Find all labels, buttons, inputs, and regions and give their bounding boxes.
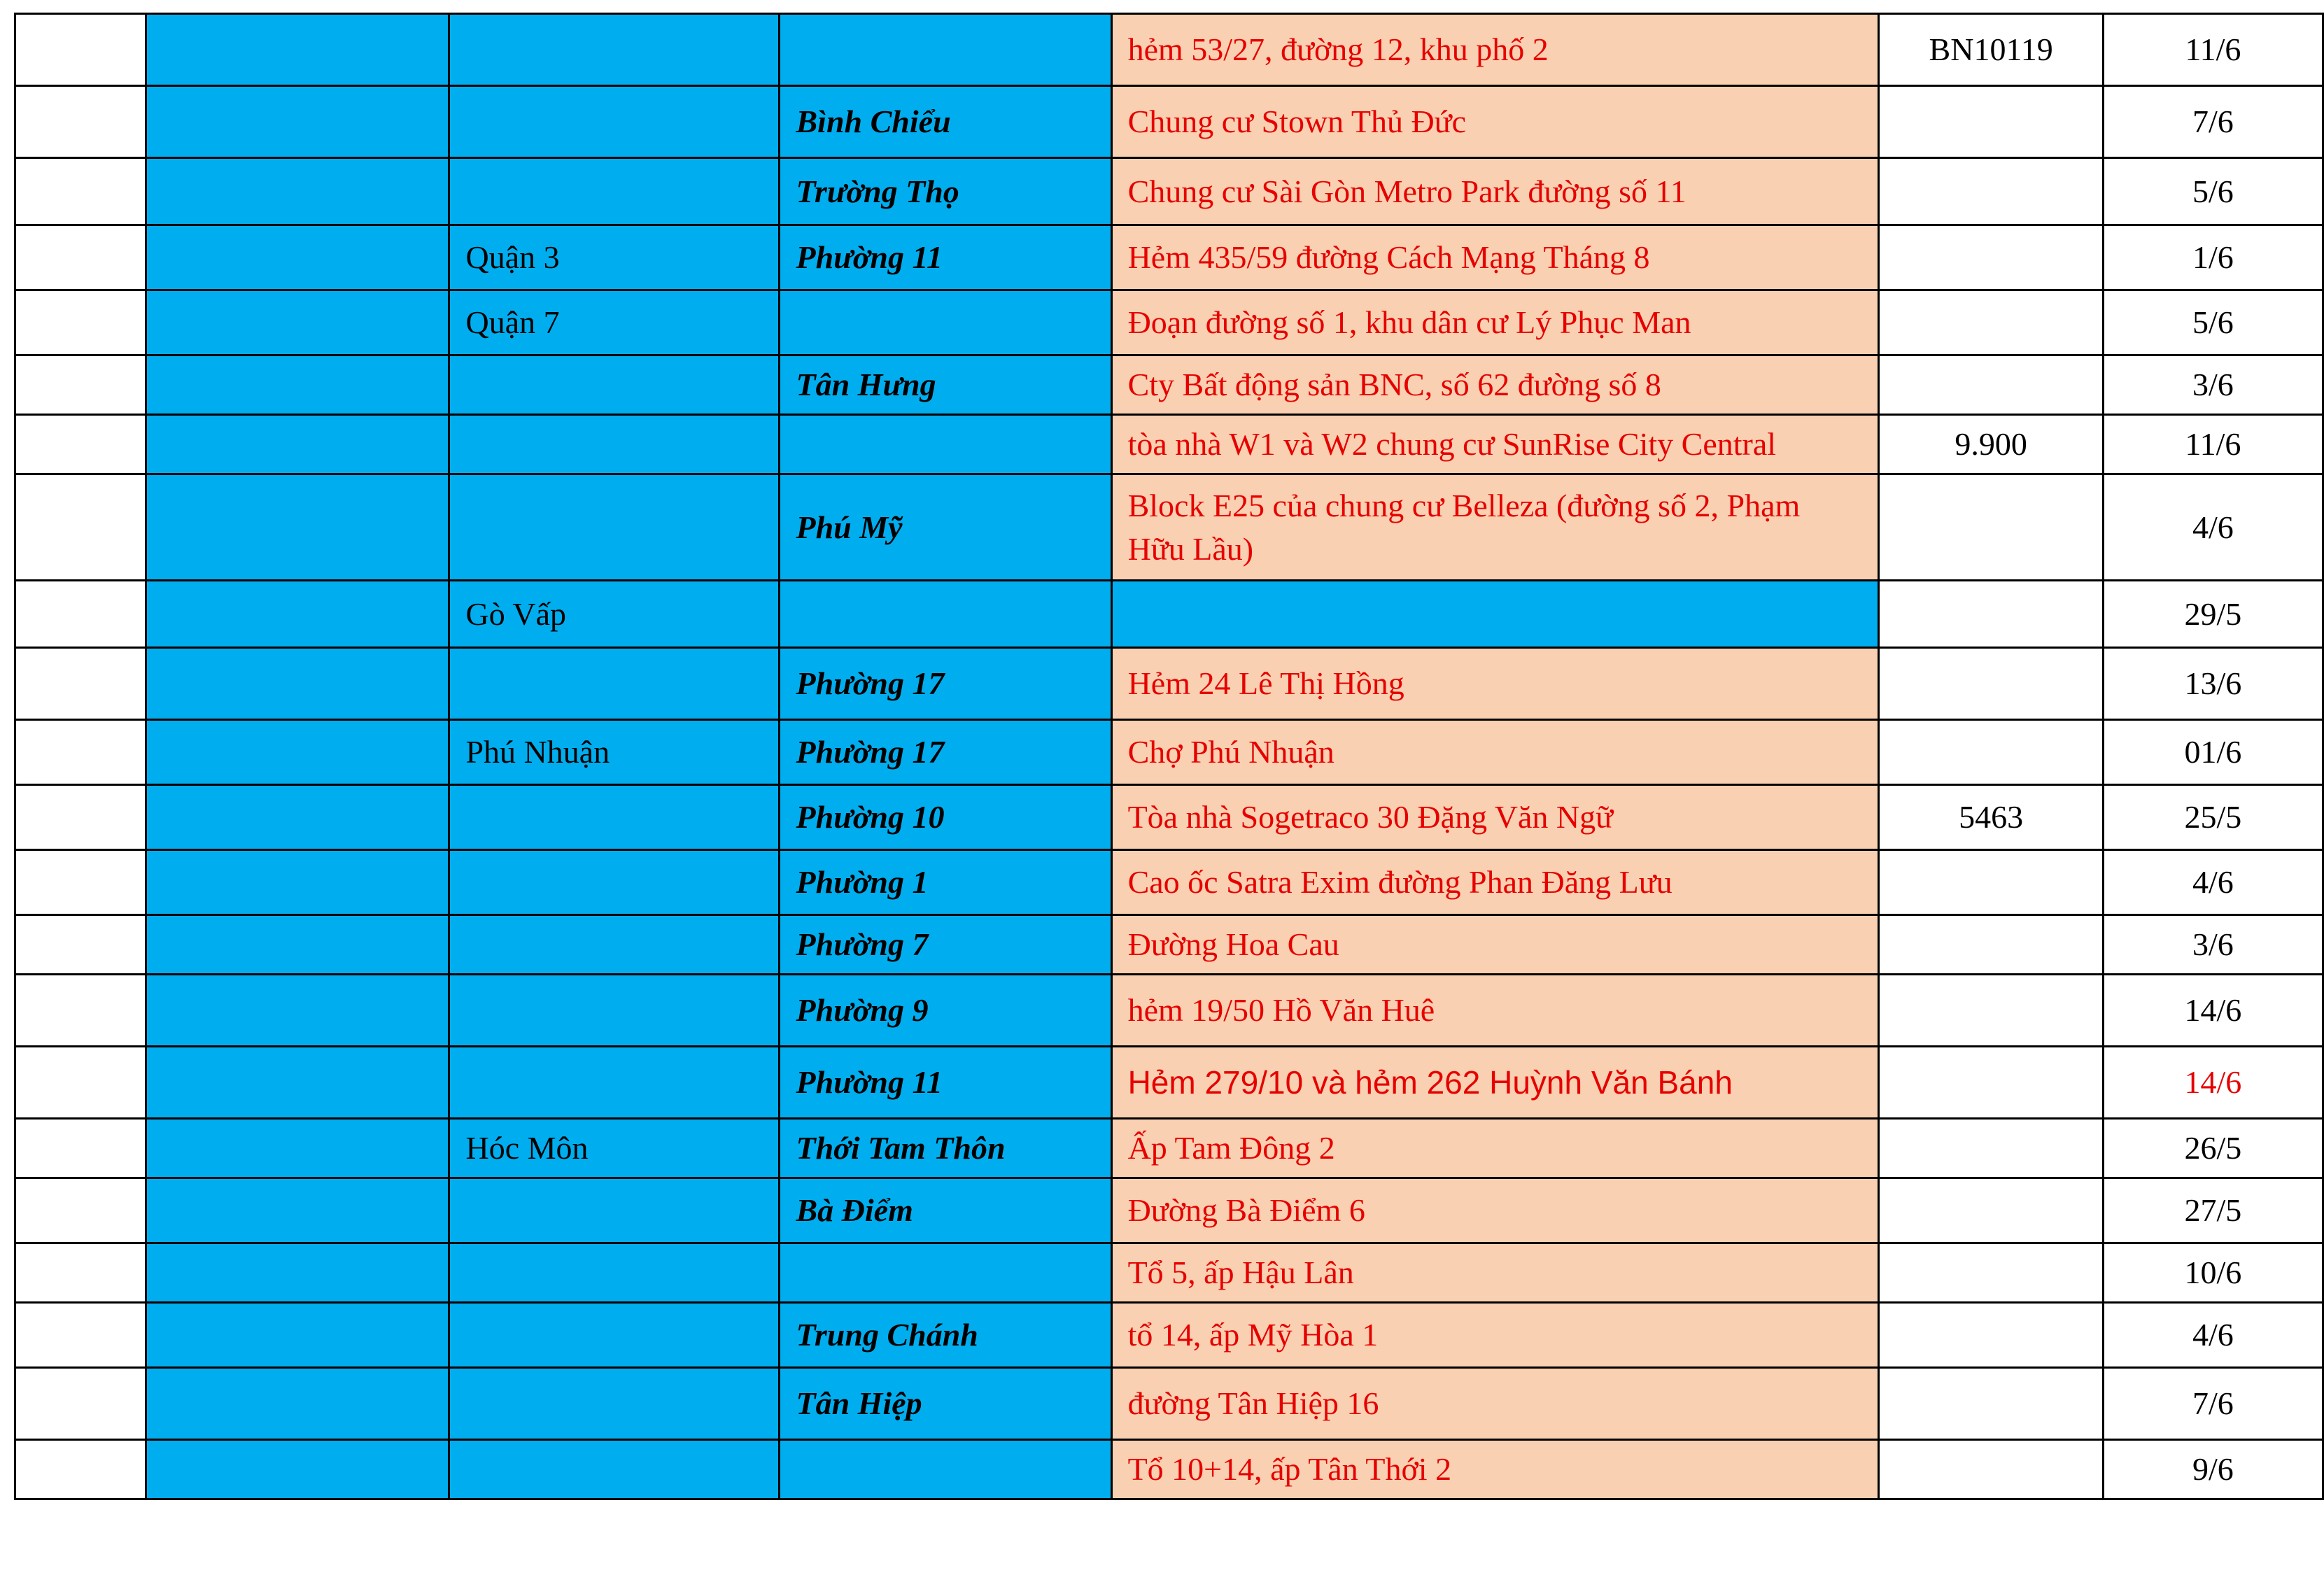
- district-cell: Quận 3: [449, 225, 780, 290]
- case-code-cell: [1879, 158, 2103, 225]
- date-cell: 5/6: [2103, 158, 2323, 225]
- district-cell: [449, 975, 780, 1047]
- row-number-cell: [15, 1119, 146, 1178]
- row-number-cell: [15, 474, 146, 581]
- ward-cell: Trung Chánh: [780, 1303, 1111, 1368]
- table-row: [15, 415, 2323, 474]
- date-cell: 14/6: [2103, 1047, 2323, 1119]
- district-cell: [449, 415, 780, 474]
- ward-cell: Thới Tam Thôn: [780, 1119, 1111, 1178]
- ward-cell: Tân Hiệp: [780, 1368, 1111, 1440]
- row-number-cell: [15, 355, 146, 415]
- ward-cell: [780, 1440, 1111, 1499]
- table-row: [15, 474, 2323, 581]
- case-code-cell: 5463: [1879, 785, 2103, 850]
- table-row: [15, 648, 2323, 720]
- ward-cell: [780, 14, 1111, 86]
- address-cell: Hẻm 24 Lê Thị Hồng: [1111, 648, 1879, 720]
- case-code-cell: [1879, 86, 2103, 158]
- ward-cell: [780, 1243, 1111, 1303]
- table-row: [15, 1440, 2323, 1499]
- ward-cell: Phường 11: [780, 1047, 1111, 1119]
- city-cell: [146, 1178, 449, 1243]
- district-cell: Gò Vấp: [449, 581, 780, 648]
- city-cell: [146, 1440, 449, 1499]
- row-number-cell: [15, 158, 146, 225]
- address-cell: Hẻm 435/59 đường Cách Mạng Tháng 8: [1111, 225, 1879, 290]
- city-cell: [146, 1243, 449, 1303]
- ward-cell: Phường 10: [780, 785, 1111, 850]
- address-cell: hẻm 19/50 Hồ Văn Huê: [1111, 975, 1879, 1047]
- date-cell: 27/5: [2103, 1178, 2323, 1243]
- row-number-cell: [15, 1178, 146, 1243]
- row-number-cell: [15, 1368, 146, 1440]
- row-number-cell: [15, 1243, 146, 1303]
- district-cell: [449, 1368, 780, 1440]
- date-cell: 7/6: [2103, 86, 2323, 158]
- case-code-cell: [1879, 474, 2103, 581]
- district-cell: [449, 86, 780, 158]
- date-cell: 26/5: [2103, 1119, 2323, 1178]
- district-cell: Hóc Môn: [449, 1119, 780, 1178]
- ward-cell: Phường 17: [780, 648, 1111, 720]
- case-code-cell: BN10119: [1879, 14, 2103, 86]
- city-cell: [146, 158, 449, 225]
- address-cell: Chung cư Sài Gòn Metro Park đường số 11: [1111, 158, 1879, 225]
- city-cell: [146, 1368, 449, 1440]
- city-cell: [146, 225, 449, 290]
- date-cell: 3/6: [2103, 355, 2323, 415]
- city-cell: [146, 86, 449, 158]
- table-row: [15, 225, 2323, 290]
- date-cell: 11/6: [2103, 415, 2323, 474]
- city-cell: [146, 1119, 449, 1178]
- city-cell: [146, 1303, 449, 1368]
- date-cell: 25/5: [2103, 785, 2323, 850]
- date-cell: 4/6: [2103, 1303, 2323, 1368]
- table-row: [15, 1178, 2323, 1243]
- table-row: [15, 1368, 2323, 1440]
- date-cell: 4/6: [2103, 474, 2323, 581]
- row-number-cell: [15, 975, 146, 1047]
- table-row: [15, 1047, 2323, 1119]
- district-cell: [449, 1047, 780, 1119]
- table-row: [15, 1303, 2323, 1368]
- row-number-cell: [15, 14, 146, 86]
- row-number-cell: [15, 415, 146, 474]
- table-row: [15, 785, 2323, 850]
- city-cell: [146, 1047, 449, 1119]
- city-cell: [146, 648, 449, 720]
- district-cell: [449, 850, 780, 915]
- case-code-cell: [1879, 975, 2103, 1047]
- table-row: [15, 915, 2323, 975]
- row-number-cell: [15, 915, 146, 975]
- address-cell: Chợ Phú Nhuận: [1111, 720, 1879, 785]
- row-number-cell: [15, 785, 146, 850]
- ward-cell: Tân Hưng: [780, 355, 1111, 415]
- table-row: [15, 1243, 2323, 1303]
- address-cell: Cty Bất động sản BNC, số 62 đường số 8: [1111, 355, 1879, 415]
- address-cell: Cao ốc Satra Exim đường Phan Đăng Lưu: [1111, 850, 1879, 915]
- table-body: [15, 14, 2323, 1499]
- address-cell: Đường Hoa Cau: [1111, 915, 1879, 975]
- case-code-cell: [1879, 225, 2103, 290]
- table-row: [15, 158, 2323, 225]
- city-cell: [146, 14, 449, 86]
- city-cell: [146, 785, 449, 850]
- outbreak-locations-table: [14, 13, 2324, 1500]
- ward-cell: Bà Điểm: [780, 1178, 1111, 1243]
- ward-cell: Phường 9: [780, 975, 1111, 1047]
- row-number-cell: [15, 225, 146, 290]
- ward-cell: [780, 581, 1111, 648]
- district-cell: [449, 14, 780, 86]
- table-row: [15, 850, 2323, 915]
- row-number-cell: [15, 581, 146, 648]
- city-cell: [146, 355, 449, 415]
- case-code-cell: [1879, 1119, 2103, 1178]
- district-cell: [449, 1303, 780, 1368]
- address-cell: Block E25 của chung cư Belleza (đường số 2, Phạm Hữu Lầu): [1111, 474, 1879, 581]
- district-cell: [449, 158, 780, 225]
- address-cell: Tòa nhà Sogetraco 30 Đặng Văn Ngữ: [1111, 785, 1879, 850]
- date-cell: 01/6: [2103, 720, 2323, 785]
- district-cell: [449, 1440, 780, 1499]
- case-code-cell: 9.900: [1879, 415, 2103, 474]
- table-row: [15, 86, 2323, 158]
- row-number-cell: [15, 1047, 146, 1119]
- date-cell: 14/6: [2103, 975, 2323, 1047]
- table-row: [15, 1119, 2323, 1178]
- case-code-cell: [1879, 1047, 2103, 1119]
- district-cell: [449, 474, 780, 581]
- city-cell: [146, 581, 449, 648]
- district-cell: [449, 915, 780, 975]
- case-code-cell: [1879, 581, 2103, 648]
- table-row: [15, 14, 2323, 86]
- address-cell: Đoạn đường số 1, khu dân cư Lý Phục Man: [1111, 290, 1879, 355]
- row-number-cell: [15, 86, 146, 158]
- district-cell: [449, 1178, 780, 1243]
- city-cell: [146, 290, 449, 355]
- row-number-cell: [15, 290, 146, 355]
- case-code-cell: [1879, 1368, 2103, 1440]
- date-cell: 7/6: [2103, 1368, 2323, 1440]
- row-number-cell: [15, 850, 146, 915]
- address-cell: Tổ 5, ấp Hậu Lân: [1111, 1243, 1879, 1303]
- district-cell: [449, 785, 780, 850]
- case-code-cell: [1879, 355, 2103, 415]
- address-cell: [1111, 581, 1879, 648]
- date-cell: 11/6: [2103, 14, 2323, 86]
- city-cell: [146, 915, 449, 975]
- case-code-cell: [1879, 1303, 2103, 1368]
- case-code-cell: [1879, 850, 2103, 915]
- table-row: [15, 581, 2323, 648]
- case-code-cell: [1879, 915, 2103, 975]
- row-number-cell: [15, 720, 146, 785]
- table-row: [15, 290, 2323, 355]
- date-cell: 3/6: [2103, 915, 2323, 975]
- ward-cell: Bình Chiểu: [780, 86, 1111, 158]
- case-code-cell: [1879, 1243, 2103, 1303]
- table-row: [15, 355, 2323, 415]
- district-cell: Quận 7: [449, 290, 780, 355]
- ward-cell: [780, 290, 1111, 355]
- district-cell: [449, 648, 780, 720]
- address-cell: Đường Bà Điểm 6: [1111, 1178, 1879, 1243]
- case-code-cell: [1879, 290, 2103, 355]
- table-row: [15, 720, 2323, 785]
- case-code-cell: [1879, 1178, 2103, 1243]
- address-cell: Chung cư Stown Thủ Đức: [1111, 86, 1879, 158]
- address-cell: Tổ 10+14, ấp Tân Thới 2: [1111, 1440, 1879, 1499]
- date-cell: 10/6: [2103, 1243, 2323, 1303]
- city-cell: [146, 850, 449, 915]
- address-cell: tổ 14, ấp Mỹ Hòa 1: [1111, 1303, 1879, 1368]
- ward-cell: Trường Thọ: [780, 158, 1111, 225]
- city-cell: [146, 975, 449, 1047]
- address-cell: hẻm 53/27, đường 12, khu phố 2: [1111, 14, 1879, 86]
- ward-cell: Phường 7: [780, 915, 1111, 975]
- ward-cell: Phường 11: [780, 225, 1111, 290]
- date-cell: 13/6: [2103, 648, 2323, 720]
- address-cell: Hẻm 279/10 và hẻm 262 Huỳnh Văn Bánh: [1111, 1047, 1879, 1119]
- district-cell: Phú Nhuận: [449, 720, 780, 785]
- address-cell: đường Tân Hiệp 16: [1111, 1368, 1879, 1440]
- ward-cell: Phú Mỹ: [780, 474, 1111, 581]
- date-cell: 5/6: [2103, 290, 2323, 355]
- row-number-cell: [15, 648, 146, 720]
- city-cell: [146, 474, 449, 581]
- ward-cell: Phường 17: [780, 720, 1111, 785]
- district-cell: [449, 1243, 780, 1303]
- date-cell: 1/6: [2103, 225, 2323, 290]
- case-code-cell: [1879, 720, 2103, 785]
- ward-cell: Phường 1: [780, 850, 1111, 915]
- date-cell: 4/6: [2103, 850, 2323, 915]
- address-cell: Ấp Tam Đông 2: [1111, 1119, 1879, 1178]
- table-row: [15, 975, 2323, 1047]
- address-cell: tòa nhà W1 và W2 chung cư SunRise City Central: [1111, 415, 1879, 474]
- row-number-cell: [15, 1303, 146, 1368]
- case-code-cell: [1879, 1440, 2103, 1499]
- city-cell: [146, 720, 449, 785]
- date-cell: 9/6: [2103, 1440, 2323, 1499]
- district-cell: [449, 355, 780, 415]
- city-cell: [146, 415, 449, 474]
- row-number-cell: [15, 1440, 146, 1499]
- ward-cell: [780, 415, 1111, 474]
- date-cell: 29/5: [2103, 581, 2323, 648]
- case-code-cell: [1879, 648, 2103, 720]
